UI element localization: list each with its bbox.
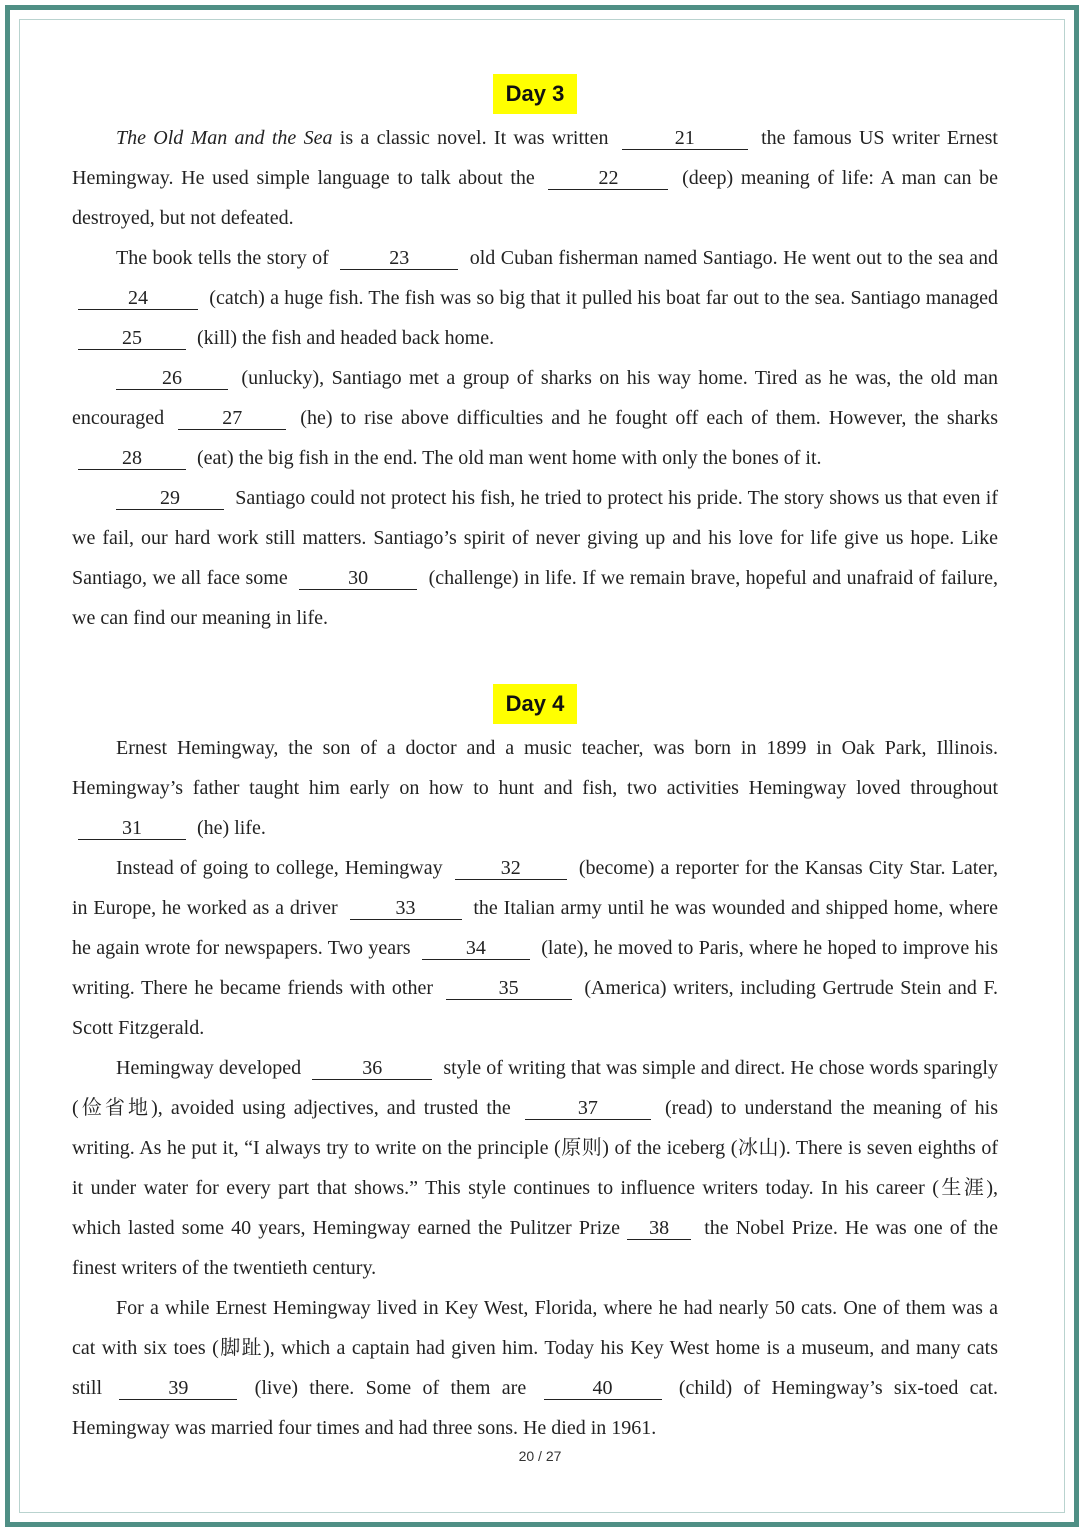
text-segment: The book tells the story of	[116, 247, 335, 269]
blank-38[interactable]: 38	[627, 1218, 691, 1240]
day3-heading-wrap	[72, 74, 998, 118]
blank-28[interactable]: 28	[78, 448, 186, 470]
blank-29[interactable]: 29	[116, 488, 224, 510]
text-segment: (challenge) in life. If we remain brave, hopeful and unafraid of failure, we can find our meaning in life.	[72, 567, 998, 629]
blank-30[interactable]: 30	[299, 568, 417, 590]
blank-24[interactable]: 24	[78, 288, 198, 310]
text-segment: (unlucky), Santiago met a group of sharks on his way home. Tired as he was, the old man encouraged	[72, 367, 998, 429]
text-segment: Hemingway developed	[116, 1057, 307, 1079]
blank-39[interactable]: 39	[119, 1378, 237, 1400]
text-segment: (kill) the fish and headed back home.	[192, 327, 495, 349]
text-segment: (eat) the big fish in the end. The old man went home with only the bones of it.	[192, 447, 822, 469]
text-segment: Santiago could not protect his fish, he tried to protect his pride. The story shows us that even if we fail, our hard work still matters. Santiago’s spirit of never giving up and his love for life give us hope. Like Santiago, we all face some	[72, 487, 998, 589]
text-segment: Instead of going to college, Hemingway	[116, 857, 449, 879]
text-segment: (he) to rise above difficulties and he fought off each of them. However, the sharks	[292, 407, 998, 429]
novel-title: The Old Man and the Sea	[116, 127, 333, 149]
blank-40[interactable]: 40	[544, 1378, 662, 1400]
text-segment: (child) of Hemingway’s six-toed cat. Hemingway was married four times and had three sons. He died in 1961.	[72, 1377, 998, 1439]
text-segment: the Italian army until he was wounded and shipped home, where he again wrote for newspapers. Two years	[72, 897, 998, 959]
blank-33[interactable]: 33	[350, 898, 462, 920]
text-segment: is a classic novel. It was written	[332, 127, 616, 149]
text-segment: (catch) a huge fish. The fish was so big that it pulled his boat far out to the sea. Santiago managed	[204, 287, 998, 309]
worksheet-content	[72, 74, 998, 1448]
text-segment: (live) there. Some of them are	[243, 1377, 538, 1399]
day3-paragraph-3	[72, 358, 998, 478]
blank-23[interactable]: 23	[340, 248, 458, 270]
text-segment: (read) to understand the meaning of his writing. As he put it, “I always try to write on the principle (原则) of the iceberg (冰山). There is seven eighths of it under water for every part that shows.” This style continues to influence writers today. In his career (生涯), which lasted some 40 years, Hemingway earned the Pulitzer Prize	[72, 1097, 998, 1239]
text-segment: (become) a reporter for the Kansas City Star. Later, in Europe, he worked as a driver	[72, 857, 998, 919]
day4-paragraph-2	[72, 848, 998, 1048]
day4-heading-wrap	[72, 684, 998, 728]
text-segment: the Nobel Prize. He was one of the finest writers of the twentieth century.	[72, 1217, 998, 1279]
text-segment: style of writing that was simple and direct. He chose words sparingly (俭省地), avoided using adjectives, and trusted the	[72, 1057, 998, 1119]
blank-31[interactable]: 31	[78, 818, 186, 840]
page-number: 20 / 27	[518, 1448, 562, 1464]
blank-21[interactable]: 21	[622, 128, 748, 150]
text-segment: old Cuban fisherman named Santiago. He went out to the sea and	[464, 247, 998, 269]
text-segment: (deep) meaning of life: A man can be destroyed, but not defeated.	[72, 167, 998, 229]
text-segment: (he) life.	[192, 817, 266, 839]
blank-26[interactable]: 26	[116, 368, 228, 390]
blank-27[interactable]: 27	[178, 408, 286, 430]
day4-paragraph-1	[72, 728, 998, 848]
blank-22[interactable]: 22	[548, 168, 668, 190]
text-segment: (late), he moved to Paris, where he hoped to improve his writing. There he became friends with other	[72, 937, 998, 999]
day4-heading: Day 4	[493, 684, 578, 724]
blank-25[interactable]: 25	[78, 328, 186, 350]
blank-34[interactable]: 34	[422, 938, 530, 960]
blank-37[interactable]: 37	[525, 1098, 651, 1120]
day3-paragraph-4	[72, 478, 998, 638]
text-segment: For a while Ernest Hemingway lived in Key West, Florida, where he had nearly 50 cats. One of them was a cat with six toes (脚趾), which a captain had given him. Today his Key West home is a museum, and many cats still	[72, 1297, 998, 1399]
text-segment: (America) writers, including Gertrude Stein and F. Scott Fitzgerald.	[72, 977, 999, 1039]
day3-paragraph-1	[72, 118, 998, 238]
blank-32[interactable]: 32	[455, 858, 567, 880]
day3-heading: Day 3	[493, 74, 578, 114]
day4-paragraph-4	[72, 1288, 998, 1448]
blank-35[interactable]: 35	[446, 978, 572, 1000]
section-gap	[72, 638, 998, 684]
day4-paragraph-3	[72, 1048, 998, 1288]
day3-paragraph-2	[72, 238, 998, 358]
blank-36[interactable]: 36	[312, 1058, 432, 1080]
text-segment: Ernest Hemingway, the son of a doctor and a music teacher, was born in 1899 in Oak Park, Illinois. Hemingway’s father taught him early on how to hunt and fish, two activities Hemingway loved throughout	[72, 737, 998, 799]
text-segment: the famous US writer Ernest Hemingway. He used simple language to talk about the	[72, 127, 998, 189]
